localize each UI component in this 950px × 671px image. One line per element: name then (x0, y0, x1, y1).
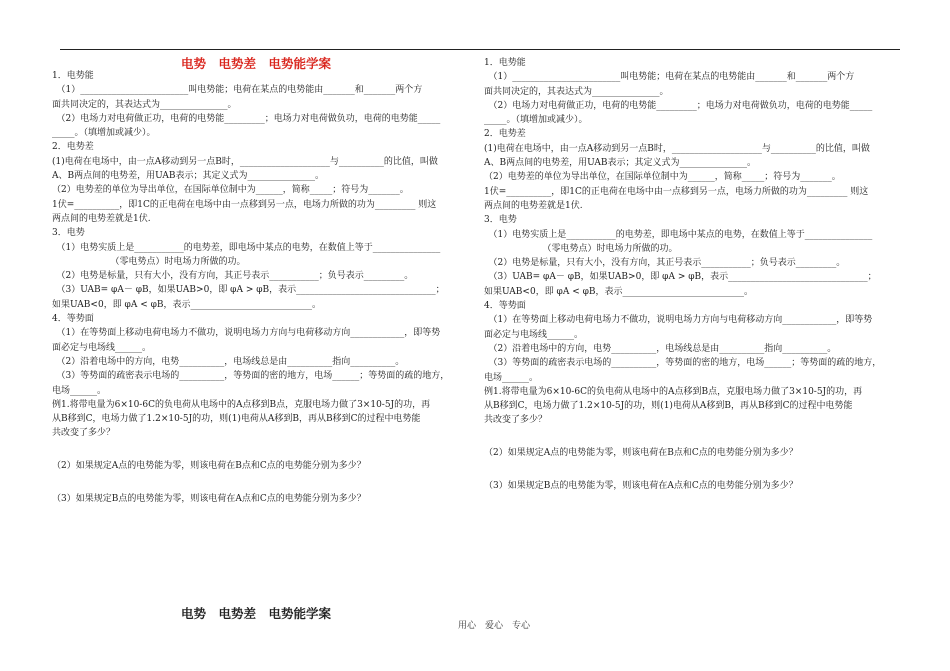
worksheet-line: （3）UAB= φA－ φB，如果UAB>0，即 φA > φB，表示_______________________________； (484, 272, 877, 283)
left-worksheet-body (52, 69, 468, 441)
worksheet-line: （3）等势面的疏密表示电场的__________，等势面的密的地方，电场______；等势面的疏的地方， (484, 358, 882, 369)
worksheet-line: 共改变了多少？ (52, 428, 116, 439)
page-title: 电势 电势差 电势能学案 (181, 56, 332, 71)
left-column (52, 69, 468, 506)
worksheet-line: 从B移到C，电场力做了1.2×10-5J的功，则(1)电荷从A移到B，再从B移到C的过程中电势能 (484, 401, 853, 412)
worksheet-line: 1伏=__________，即1C的正电荷在电场中由一点移到另一点，电场力所做的功为_________ 则这 (52, 199, 437, 210)
left-question-3: （3）如果规定B点的电势能为零，则该电荷在A点和C点的电势能分别为多少？ (52, 494, 366, 505)
worksheet-line: _____。（填增加或减少）。 (52, 128, 156, 139)
worksheet-line: （1）________________________叫电势能；电荷在某点的电势能由_______和_______两个方 (52, 85, 423, 96)
worksheet-line: （零电势点）时电场力所做的功。 (52, 256, 246, 267)
worksheet-line: _____。（填增加或减少）。 (484, 115, 588, 126)
worksheet-line: （1）________________________叫电势能；电荷在某点的电势能由_______和_______两个方 (484, 72, 855, 83)
worksheet-line: （2）电场力对电荷做正功，电荷的电势能_________；电场力对电荷做负功，电荷的电势能_____ (484, 100, 873, 111)
worksheet-line: 例1.将带电量为6×10-6C的负电荷从电场中的A点移到B点，克服电场力做了3×10-5J的功，再 (484, 386, 863, 397)
worksheet-line: （2）电场力对电荷做正功，电荷的电势能_________；电场力对电荷做负功，电荷的电势能_____ (52, 113, 441, 124)
worksheet-line: (1)电荷在电场中，由一点A移动到另一点B时，____________________与__________的比值，叫做 (484, 143, 870, 154)
worksheet-line: 面共同决定的，其表达式为_______________。 (484, 86, 669, 97)
worksheet-line: （2）电势是标量，只有大小，没有方向，其正号表示___________；负号表示_________。 (484, 258, 846, 269)
worksheet-line: 如果UAB<0，即 φA < φB，表示___________________________。 (52, 299, 322, 310)
footer-motto: 用心 爱心 专心 (458, 621, 531, 631)
worksheet-line: 3．电势 (52, 228, 85, 239)
worksheet-line: 电场______。 (484, 372, 539, 383)
worksheet-line: 面共同决定的，其表达式为_______________。 (52, 99, 237, 110)
worksheet-line: 例1.将带电量为6×10-6C的负电荷从电场中的A点移到B点，克服电场力做了3×10-5J的功，再 (52, 399, 431, 410)
footer-title: 电势 电势差 电势能学案 (181, 606, 332, 621)
worksheet-line: （2）沿着电场中的方向，电势__________，电场线总是由__________指向__________。 (52, 356, 405, 367)
worksheet-line: 4．等势面 (484, 301, 526, 312)
worksheet-line: （2）电势是标量，只有大小，没有方向，其正号表示___________；负号表示_________。 (52, 271, 414, 282)
worksheet-line: （3）UAB= φA－ φB，如果UAB>0，即 φA > φB，表示_______________________________； (52, 285, 445, 296)
worksheet-line: 1伏=__________，即1C的正电荷在电场中由一点移到另一点，电场力所做的功为_________ 则这 (484, 186, 869, 197)
worksheet-line: （3）等势面的疏密表示电场的__________，等势面的密的地方，电场______；等势面的疏的地方， (52, 371, 450, 382)
worksheet-line: (1)电荷在电场中，由一点A移动到另一点B时，____________________与__________的比值，叫做 (52, 156, 438, 167)
worksheet-line: （2）电势差的单位为导出单位，在国际单位制中为______，简称_____；符号为_______。 (484, 172, 841, 183)
worksheet-line: 两点间的电势差就是1伏. (52, 213, 151, 224)
header-rule (60, 49, 900, 50)
worksheet-line: （1）在等势面上移动电荷电场力不做功，说明电场力方向与电荷移动方向____________，即等势 (484, 315, 873, 326)
worksheet-line: 3．电势 (484, 215, 517, 226)
worksheet-line: （2）电势差的单位为导出单位，在国际单位制中为______，简称_____；符号为_______。 (52, 185, 409, 196)
worksheet-line: （1）电势实质上是___________的电势差，即电场中某点的电势，在数值上等于_______________ (52, 242, 441, 253)
right-question-3: （3）如果规定B点的电势能为零，则该电荷在A点和C点的电势能分别为多少？ (484, 481, 798, 492)
worksheet-line: 面必定与电场线______。 (484, 329, 584, 340)
worksheet-line: 1．电势能 (52, 71, 94, 81)
worksheet-line: 两点间的电势差就是1伏. (484, 200, 583, 211)
worksheet-line: 面必定与电场线______。 (52, 342, 152, 353)
worksheet-line: （1）电势实质上是___________的电势差，即电场中某点的电势，在数值上等于_______________ (484, 229, 873, 240)
worksheet-line: 1．电势能 (484, 58, 526, 68)
worksheet-line: 4．等势面 (52, 314, 94, 325)
worksheet-line: 2．电势差 (52, 142, 94, 153)
worksheet-line: 2．电势差 (484, 129, 526, 140)
worksheet-line: （2）沿着电场中的方向，电势__________，电场线总是由__________指向__________。 (484, 343, 837, 354)
worksheet-line: A、B两点间的电势差，用UAB表示；其定义式为_______________。 (52, 171, 325, 182)
worksheet-line: 从B移到C，电场力做了1.2×10-5J的功，则(1)电荷从A移到B，再从B移到C的过程中电势能 (52, 414, 421, 425)
worksheet-line: （1）在等势面上移动电荷电场力不做功，说明电场力方向与电荷移动方向____________，即等势 (52, 328, 441, 339)
worksheet-line: 共改变了多少？ (484, 415, 548, 426)
worksheet-line: 电场______。 (52, 385, 107, 396)
worksheet-line: （零电势点）时电场力所做的功。 (484, 243, 678, 254)
right-question-2: （2）如果规定A点的电势能为零，则该电荷在B点和C点的电势能分别为多少？ (484, 447, 798, 458)
right-worksheet-body (484, 56, 900, 428)
worksheet-line: A、B两点间的电势差，用UAB表示；其定义式为_______________。 (484, 158, 757, 169)
left-question-2: （2）如果规定A点的电势能为零，则该电荷在B点和C点的电势能分别为多少？ (52, 460, 366, 471)
worksheet-line: 如果UAB<0，即 φA < φB，表示___________________________。 (484, 286, 754, 297)
right-column (484, 56, 900, 493)
